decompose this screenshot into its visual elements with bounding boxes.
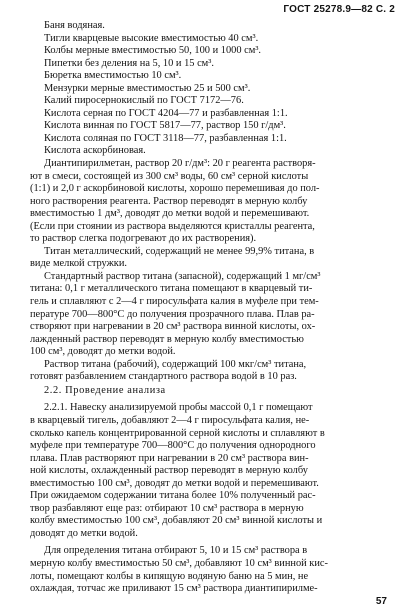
text-line: вместимостью 1 дм³, доводят до метки водой и перемешивают. [30, 208, 310, 220]
text-line: Бюретка вместимостью 10 см³. [44, 70, 182, 82]
text-line: то раствор слегка подогревают до их растворения). [30, 233, 257, 245]
page-header: ГОСТ 25278.9—82 С. 2 [283, 4, 395, 15]
text-line: лоты, помещают колбы в кипящую водяную баню на 5 мин, не [30, 570, 309, 582]
text-line: Калий пиросернокислый по ГОСТ 7172—76. [44, 95, 244, 107]
text-line: Кислота серная по ГОСТ 4204—77 и разбавленная 1:1. [44, 107, 288, 119]
text-line: 2.2.1. Навеску анализируемой пробы массой 0,1 г помещают [44, 402, 313, 414]
text-line: сколько капель концентрированной серной кислоты и сплавляют в [30, 427, 325, 439]
text-line: ного растворения реагента. Раствор переводят в мерную колбу [30, 195, 308, 207]
text-line: ной кислоты, охлажденный раствор переводят в мерную колбу [30, 465, 308, 477]
text-line: ют в смеси, состоящей из 300 см³ воды, 60 см³ серной кислоты [30, 170, 309, 182]
text-line: При ожидаемом содержании титана более 10% полученный рас- [30, 490, 316, 502]
text-line: (Если при стоянии из раствора выделяются кристаллы реагента, [30, 220, 315, 232]
text-line: Баня водяная. [44, 20, 105, 31]
text-line: плава. Плав растворяют при нагревании в 20 см³ раствора вин- [30, 452, 309, 464]
text-line: муфеле при температуре 700—800°С до получения однородного [30, 440, 316, 452]
text-line: мерную колбу вместимостью 50 см³, добавляют 10 см³ винной кис- [30, 557, 328, 569]
text-line: Кислота соляная по ГОСТ 3118—77, разбавленная 1:1. [44, 132, 287, 144]
text-line: 100 см³, доводят до метки водой. [30, 346, 176, 358]
text-line: виде мелкой стружки. [30, 258, 127, 270]
text-line: Раствор титана (рабочий), содержащий 100 мкг/см³ титана, [44, 358, 307, 370]
section-heading: 2.2. Проведение анализа [44, 384, 166, 396]
text-line: Тигли кварцевые высокие вместимостью 40 см³. [44, 32, 259, 44]
text-line: титана: 0,1 г металлического титана помещают в кварцевый ти- [30, 283, 313, 295]
text-line: Титан металлический, содержащий не менее 99,9% титана, в [44, 245, 315, 257]
text-line: вместимостью 100 см³, доводят до метки водой и перемешивают. [30, 477, 319, 489]
text-line: доводят до метки водой. [30, 527, 138, 539]
text-line: лажденный раствор переводят в мерную колбу вместимостью [30, 333, 304, 345]
document-body [30, 20, 390, 596]
page-number: 57 [375, 596, 387, 607]
text-line: створяют при нагревании в 20 см³ раствора винной кислоты, ох- [30, 321, 316, 333]
text-line: колбу вместимостью 100 см³, добавляют 20 см³ винной кислоты и [30, 515, 323, 527]
text-line: гель и сплавляют с 2—4 г пиросульфата калия в муфеле при тем- [30, 296, 319, 308]
text-line: в кварцевый тигель, добавляют 2—4 г пиросульфата калия, не- [30, 414, 310, 426]
text-line: охлаждая, тотчас же приливают 15 см³ раствора диантипирилме- [30, 583, 318, 595]
text-line: Диантипирилметан, раствор 20 г/дм³: 20 г реагента растворя- [44, 158, 316, 170]
text-line: (1:1) и 2,0 г аскорбиновой кислоты, хорошо перемешивая до пол- [30, 183, 320, 195]
text-line: готовят разбавлением стандартного раствора водой в 10 раз. [30, 371, 297, 383]
text-line: Пипетки без деления на 5, 10 и 15 см³. [44, 57, 214, 69]
text-line: Колбы мерные вместимостью 50, 100 и 1000 см³. [44, 45, 262, 57]
text-line: Для определения титана отбирают 5, 10 и 15 см³ раствора в [44, 545, 308, 557]
text-line: твор разбавляют еще раз: отбирают 10 см³ раствора в мерную [30, 502, 304, 514]
text-line: Мензурки мерные вместимостью 25 и 500 см³. [44, 82, 251, 94]
text-line: Стандартный раствор титана (запасной), содержащий 1 мг/см³ [44, 270, 321, 282]
text-line: пературе 700—800°С до получения прозрачного плава. Плав ра- [30, 308, 315, 320]
text-line: Кислота аскорбиновая. [44, 145, 146, 157]
text-line: Кислота винная по ГОСТ 5817—77, раствор 150 г/дм³. [44, 120, 286, 132]
